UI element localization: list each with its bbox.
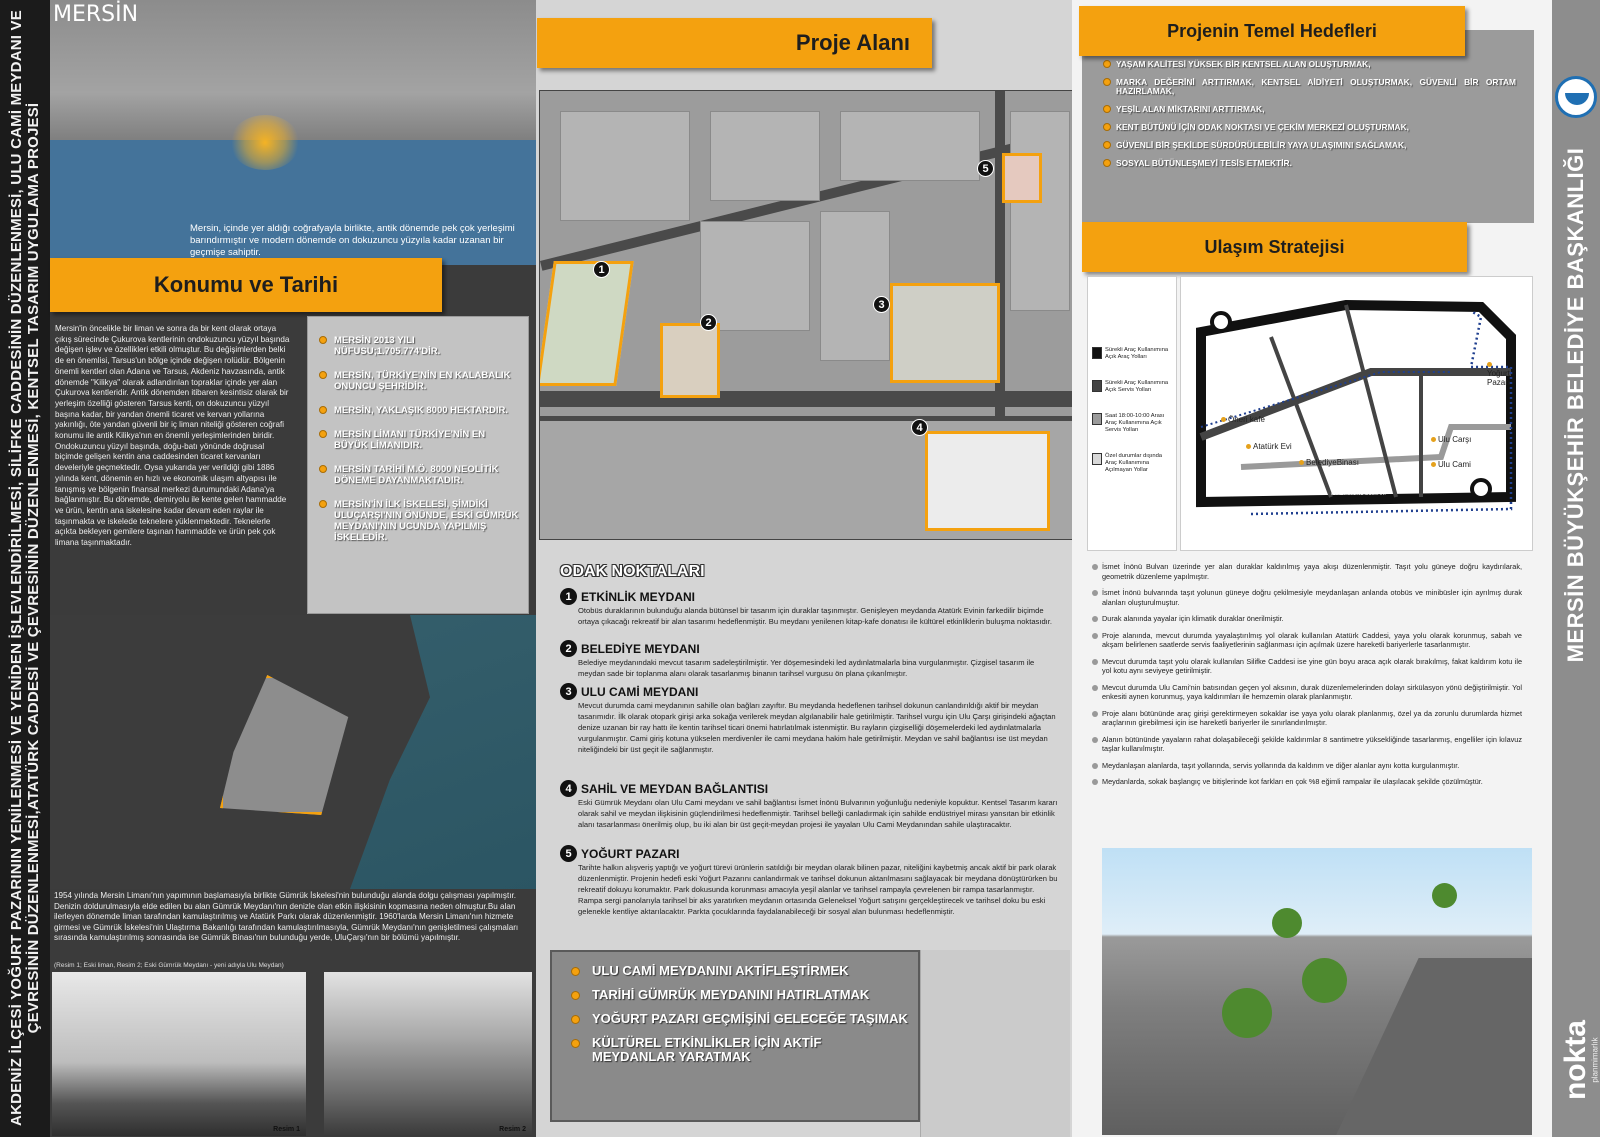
objective-item: MARKA DEĞERİNİ ARTTIRMAK, KENTSEL AİDİYETİ OLUŞTURMAK, GÜVENLİ BİR ORTAM HAZIRLAMAK, bbox=[1102, 78, 1516, 96]
objective-item: YAŞAM KALİTESİ YÜKSEK BİR KENTSEL ALAN OLUŞTURMAK, bbox=[1102, 60, 1516, 69]
bullet-icon bbox=[1103, 60, 1111, 68]
legend-item: Saat 18:00-10:00 Arası Araç Kullanımına Açık Servis Yolları bbox=[1092, 413, 1172, 434]
number-badge: 2 bbox=[560, 640, 577, 657]
bullet-icon bbox=[319, 465, 327, 473]
focus-title: SAHİL VE MEYDAN BAĞLANTISI bbox=[581, 781, 769, 796]
number-badge: 3 bbox=[560, 683, 577, 700]
fact-item: MERSİN, TÜRKİYE'NİN EN KALABALIK ONUNCU ŞEHRİDİR. bbox=[318, 370, 520, 392]
brand-logo: nokta bbox=[1559, 1020, 1592, 1101]
map-marker-2: 2 bbox=[700, 314, 717, 331]
organization-name: MERSİN BÜYÜKŞEHİR BELEDİYE BAŞKANLIĞI bbox=[1563, 147, 1588, 663]
poi-dot bbox=[1299, 460, 1304, 465]
bullet-icon bbox=[1092, 763, 1098, 769]
focus-title: ETKİNLİK MEYDANI bbox=[581, 589, 695, 604]
zone-3 bbox=[890, 283, 1000, 383]
bullet-icon bbox=[1103, 159, 1111, 167]
bullet-icon bbox=[1092, 590, 1098, 596]
photo-tag: Resim 1 bbox=[273, 1126, 300, 1133]
aerial-photo-site bbox=[50, 615, 536, 889]
label-yogurt-pazari: Yoğurt Pazarı bbox=[1487, 362, 1527, 387]
zone-2 bbox=[660, 323, 720, 398]
focus-section-3 bbox=[560, 683, 1060, 755]
strategy-item: Mevcut durumda taşıt yolu olarak kullanılan Silifke Caddesi ise yine gün boyu araca açık olarak bırakılmış, fakat kaldırım kotu ile yol kotu aynı seviyeye getirilmiştir. bbox=[1092, 657, 1522, 676]
tree bbox=[1222, 988, 1272, 1038]
poi-dot bbox=[1221, 417, 1226, 422]
city-block bbox=[820, 211, 890, 361]
focus-body: Eski Gümrük Meydanı olan Ulu Cami meydanı ve sahil bağlantısı İsmet İnönü Bulvarının yoğunluğu nedeniyle kopuktur. Kentsel Tasarım kararı olarak sahil ve meydan ilişkisinin güçlendirilmesi hedeflenmiştir. Tarihsel belleği canladırmak için sahilde endüstriyel mirası yansıtan bir etkinlik alanı tasarlanması önerilmiş olup, bu iki alan bir üst geçit-meydan projesi ile yayaları Ulu Cami Meydanından sahile ulaştıracaktır. bbox=[578, 798, 1058, 829]
label-ulu-carsi: Ulu Carşı bbox=[1431, 435, 1471, 444]
goal-item: YOĞURT PAZARI GEÇMİŞİNİ GELECEĞE TAŞIMAK bbox=[570, 1012, 908, 1026]
bullet-icon bbox=[1103, 141, 1111, 149]
label-ulu-cami: Ulu Cami bbox=[1431, 460, 1471, 469]
focus-body: Otobüs duraklarının bulunduğu alanda bütünsel bir tasarım için duraklar taşınmıştır. Genişleyen meydanda Atatürk Evinin farkedilir biçimde ortaya çıkacağı rekreatif bir alan tasarımı hedeflenmiştir. Bu meydanı yenilenen kitap-kafe donatısı ile kültürel etkinliklerin buluşma noktasıdır. bbox=[578, 606, 1053, 626]
focus-section-4 bbox=[560, 780, 1060, 830]
site-highlight bbox=[230, 115, 300, 170]
transport-title: Ulaşım Stratejisi bbox=[1082, 222, 1467, 272]
bullet-icon bbox=[319, 430, 327, 438]
city-block bbox=[1010, 111, 1070, 311]
focus-heading: ODAK NOKTALARI bbox=[560, 563, 705, 580]
tree bbox=[1272, 908, 1302, 938]
poi-dot bbox=[1487, 362, 1492, 367]
bullet-icon bbox=[1092, 659, 1098, 665]
left-title-strip bbox=[0, 0, 50, 1137]
strategy-item: Alanın bütününde yayaların rahat dolaşabileceği şekilde kaldırımlar 8 santimetre yüksekliğinde tasarlanmış, engelliler için kılavuz taşlar kullanılmıştır. bbox=[1092, 735, 1522, 754]
map-marker-1: 1 bbox=[593, 261, 610, 278]
poi-dot bbox=[1246, 444, 1251, 449]
bullet-icon bbox=[1092, 564, 1098, 570]
transport-legend bbox=[1087, 276, 1177, 551]
focus-body: Tarihte halkın alışveriş yaptığı ve yoğurt türevi ürünlerin satıldığı bir meydan olarak bilinen pazar, niteliğini kaybetmiş ancak aktif bir park olarak düzenlenmiştir. Projenin hedefi eski Yoğurt Pazarını canlandırmak ve tarihsel dokunun aktarılmasını sağlayacak bir meydana dönüştürürken bu rekreatif dokuyu korumaktır. Park dokusunda korunması amacıyla yeşil alanlar ve tarihsel rampayla çevrelenen bir rampa tasarlanmıştır. Rampa sergi panolarıyla tarihsel bir aks yaratırken meydanın ortasında Geleneksel Yoğurt satışını gerçekleştirecek ve tarihsel doku bu eski gelenekle kentliye aktarılacaktır. Parkta çocuklarında faydalanabileceği bir sosyal alan bulunması hedeflenmiştir. bbox=[578, 863, 1058, 916]
right-band bbox=[1552, 0, 1600, 1137]
konum-title: Konumu ve Tarihi bbox=[50, 258, 442, 312]
bullet-icon bbox=[571, 1039, 580, 1048]
legend-swatch bbox=[1092, 413, 1102, 425]
city-label: MERSİN bbox=[53, 2, 139, 27]
objective-item: KENT BÜTÜNÜ İÇİN ODAK NOKTASI VE ÇEKİM MERKEZİ OLUŞTURMAK, bbox=[1102, 123, 1516, 132]
bullet-icon bbox=[1092, 685, 1098, 691]
map-marker-5: 5 bbox=[977, 160, 994, 177]
facts-box bbox=[307, 316, 529, 614]
focus-body: Mevcut durumda cami meydanının sahille olan bağları zayıftır. Bu meydanda hedeflenen tarihsel dokunun canlandırıldığı aktif bir meydan tasarımıdır. İlk olarak otopark girişi arka sokağa verilerek meydan algılanabilir hale getirilmiştir. Tarihsel vurgu için Ulu Çarşı girişindeki ağaçtan denize uzanan bir ray hattı ile kentin tarihsel ticari önemi hatırlatılmak istenmiştir. Bu rayların çizgiselliği döşemelerdeki led aydınlatmalarla vurgulanmıştır. Cami giriş kotuna yükselen merdivenler ile cami meydana hakim hale getirilmiştir. Meydan ve sahil bağlantısı ise üst meydan niteliğindeki bir üst geçit ile sağlanmıştır. bbox=[578, 701, 1056, 754]
strategy-list bbox=[1092, 562, 1522, 794]
legend-swatch bbox=[1092, 347, 1102, 359]
sea-area bbox=[350, 615, 536, 889]
poi-dot bbox=[1431, 462, 1436, 467]
city-block bbox=[700, 221, 810, 331]
strategy-item: Meydanlarda, sokak başlangıç ve bitişlerinde kot farkları en çok %8 eğimli rampalar ile ulaşılacak şekilde çözülmüştür. bbox=[1092, 777, 1522, 787]
objective-item: GÜVENLİ BİR ŞEKİLDE SÜRDÜRÜLEBİLİR YAYA ULAŞIMINI SAĞLAMAK, bbox=[1102, 141, 1516, 150]
transport-map bbox=[1180, 276, 1533, 551]
bullet-icon bbox=[1103, 105, 1111, 113]
focus-title: YOĞURT PAZARI bbox=[581, 846, 680, 861]
strategy-item: Proje alanında, mevcut durumda yayalaştırılmış yol olarak kullanılan Atatürk Caddesi, yaya yolu olarak korunmuş, sabah ve akşam belirlenen saatlerde servis faaliyetlerinin sağlanması için açılmak üzere hareketli bariyerlerle tasarlanmıştır. bbox=[1092, 631, 1522, 650]
goal-item: ULU CAMİ MEYDANINI AKTİFLEŞTİRMEK bbox=[570, 964, 908, 978]
bullet-icon bbox=[1103, 78, 1111, 86]
bullet-icon bbox=[571, 967, 580, 976]
bullet-icon bbox=[1103, 123, 1111, 131]
tree bbox=[1432, 883, 1457, 908]
photo-tag: Resim 2 bbox=[499, 1126, 526, 1133]
bullet-icon bbox=[319, 406, 327, 414]
bullet-icon bbox=[1092, 633, 1098, 639]
focus-section-2 bbox=[560, 640, 1060, 679]
history-text: Mersin'in öncelikle bir liman ve sonra da bir kent olarak ortaya çıkış sürecinde Çukurova kentlerinin ondokuzuncu yüzyıl başında değişen işlev ve özellikleri etkili olmuştur. Bu değişimlerden belki de en önemlisi, Tarsus'un bölge içinde değişen rolüdür. Bölgenin önemli kentleri olan Adana ve Tarsus, Akdeniz havzasında, antik dönemde "Kilikya" olarak adlandırılan topraklar içinde yer alan Çukurova kentleridir. Antik dönemden itibaren kesintisiz olarak bir yerleşim özelliği gösteren Tarsus kenti, on dokuzuncu yüzyıl başına kadar, bir yandan önemli ticaret ve kervan yollarına yakınlığı, öte yandan güvenli bir iç liman niteliği gösteren coğrafi konumu ile antik Kilikya'nın en önemli yerleşimlerinden biridir. Ondokuzuncu yüzyıl başında, doğu-batı yönünde doğrusal biçimde gelişen kentin ana caddesinden ticaret kervanları develeriyle geçmektedir. Oysa yukarıda yer verildiği gibi 1886 yılında kent, dönemin en hızlı ve ekonomik ulaşım altyapısı ile tanışmış ve bölgenin finansal merkezi durumundaki Adana'ya bağlanmıştır. Bu dönemde, demiryolu ile kente gelen hammadde ve ürün, kentin ana iskelesine kadar devam eden raylar ile taşınmakta ve iskelede teknelere yüklenmektedir. Teknelerle açıkta bekleyen gemilere taşınan hammadde ve ürün pek çok limana taşınmaktadır. bbox=[55, 324, 290, 548]
street-render bbox=[1102, 848, 1532, 1135]
bullet-icon bbox=[1092, 616, 1098, 622]
legend-item: Özel durumlar dışında Araç Kullanımına Açılmayan Yollar bbox=[1092, 453, 1172, 474]
focus-title: ULU CAMİ MEYDANI bbox=[581, 684, 699, 699]
fact-item: MERSİN 2013 YILI NÜFUSU;1.705.774'DİR. bbox=[318, 335, 520, 357]
map-marker-3: 3 bbox=[873, 296, 890, 313]
brand-subtitle: planmimarlık bbox=[1590, 1037, 1600, 1083]
historic-photo-2 bbox=[324, 972, 532, 1136]
objectives-box bbox=[1082, 30, 1534, 223]
legend-swatch bbox=[1092, 453, 1102, 465]
strategy-item: İsmet İnönü bulvarında taşıt yolunun güneye doğru çekilmesiyle meydanlaşan anlanda otobüs ve minibüsler için ayrılmış durak alanları oluşturulmuştur. bbox=[1092, 588, 1522, 607]
strategy-item: Proje alanı bütününde araç girişi gerektirmeyen sokaklar ise yaya yolu olarak planlanmış, özel ya da zorunlu durumlarda hizmet araçlarının girebilmesi için ise hareketli bariyerler ile sınırlandırılmıştır. bbox=[1092, 709, 1522, 728]
strategy-item: Mevcut durumda Ulu Cami'nin batısından geçen yol aksının, durak düzenlemelerinden dolayı sirkülasyon yönü değiştirilmiştir. Yol enkesiti aynen korunmuş, yaya kaldırımları ile hemzemin olarak planlanmıştır. bbox=[1092, 683, 1522, 702]
number-badge: 1 bbox=[560, 588, 577, 605]
sketch-plan bbox=[920, 950, 1070, 1137]
label-bulvar: İSMET İNÖNÜ BULVARI bbox=[1331, 491, 1386, 497]
focus-body: Belediye meydanındaki mevcut tasarım sadeleştirilmiştir. Yer döşemesindeki led aydınlatmalarla bina vurgulanmıştır. Çizgisel tasarım ile meydan sade bir toplanma alanı olarak tasarlanmış binanın tarihsel vurgusu ön plana çıkarılmıştır. bbox=[578, 658, 1035, 678]
road-render bbox=[1325, 958, 1532, 1135]
number-badge: 4 bbox=[560, 780, 577, 797]
label-ataturk-evi: Atatürk Evi bbox=[1246, 442, 1292, 451]
fact-item: MERSİN TARİHİ M.Ö. 8000 NEOLİTİK DÖNEME DAYANMAKTADIR. bbox=[318, 464, 520, 486]
strategy-item: Meydanlaşan alanlarda, taşıt yollarında, servis yollarında da kaldırım ve diğer alanlar aynı kotta kurgulanmıştır. bbox=[1092, 761, 1522, 771]
focus-section-5 bbox=[560, 845, 1060, 917]
objective-item: SOSYAL BÜTÜNLEŞMEYİ TESİS ETMEKTİR. bbox=[1102, 159, 1516, 168]
zone-5 bbox=[1002, 153, 1042, 203]
legend-item: Sürekli Araç Kullanımına Açık Araç Yolları bbox=[1092, 347, 1172, 361]
fact-item: MERSİN, YAKLAŞIK 8000 HEKTARDIR. bbox=[318, 405, 520, 416]
photo-caption: (Resim 1; Eski liman, Resim 2; Eski Gümrük Meydanı - yeni adıyla Ulu Meydan) bbox=[54, 962, 284, 969]
legend-swatch bbox=[1092, 380, 1102, 392]
aerial-caption: Mersin, içinde yer aldığı coğrafyayla birlikte, antik dönemde pek çok yerleşimi barındırmıştır ve modern dönemde on dokuzuncu yüzyıla kadar uzanan bir geçmişe sahiptir. bbox=[190, 223, 515, 258]
objectives-title: Projenin Temel Hedefleri bbox=[1079, 6, 1465, 56]
historic-photo-1 bbox=[52, 972, 306, 1136]
poi-dot bbox=[1431, 437, 1436, 442]
zone-4 bbox=[925, 431, 1050, 531]
map-marker-4: 4 bbox=[911, 419, 928, 436]
bullet-icon bbox=[571, 991, 580, 1000]
transport-map-drawing bbox=[1181, 277, 1533, 551]
bullet-icon bbox=[319, 371, 327, 379]
tree bbox=[1302, 958, 1347, 1003]
goal-item: KÜLTÜREL ETKİNLİKLER İÇİN AKTİF MEYDANLAR YARATMAK bbox=[570, 1036, 908, 1064]
label-belediye: BelediyeBinası bbox=[1299, 458, 1359, 467]
focus-title: BELEDİYE MEYDANI bbox=[581, 641, 700, 656]
bullet-icon bbox=[571, 1015, 580, 1024]
objective-item: YEŞİL ALAN MİKTARINI ARTTIRMAK, bbox=[1102, 105, 1516, 114]
number-badge: 5 bbox=[560, 845, 577, 862]
legend-item: Sürekli Araç Kullanımına Açık Servis Yolları bbox=[1092, 380, 1172, 394]
bullet-icon bbox=[1092, 711, 1098, 717]
goal-item: TARİHİ GÜMRÜK MEYDANINI HATIRLATMAK bbox=[570, 988, 908, 1002]
site-outline bbox=[220, 675, 355, 815]
fact-item: MERSİN LİMANI TÜRKİYE'NİN EN BÜYÜK LİMANIDIR. bbox=[318, 429, 520, 451]
focus-section-1 bbox=[560, 588, 1060, 627]
strategy-item: İsmet İnönü Bulvarı üzerinde yer alan duraklar kaldırılmış yaya akışı düzenlenmiştir. Taşıt yolu güneye doğru kaydırılarak, geometrik düzenleme yapılmıştır. bbox=[1092, 562, 1522, 581]
history-text-2: 1954 yılında Mersin Limanı'nın yapımının başlamasıyla birlikte Gümrük İskelesi'nin bulunduğu alanda dolgu çalışması yapılmıştır. Denizin doldurulmasıyla elde edilen bu alan Gümrük Meydanı'nın denizle olan etkin ilişkisinin kopmasına neden olmuştur.Bu alan ilerleyen dönemde liman tarafından kamulaştırılmış ve Atatürk Parkı olarak düzenlenmiştir. 1960'larda Mersin Limanı'nın hizmete girmesi ve Gümrük İskelesi'nin Ulaştırma Bakanlığı tarafından kamulaştırılmasıyla, Gümrük Meydanı'nın genişletilmesi çalışmaları sırasında kamulaştırılmış sonrasında ise Gümrük Binası'nın bulunduğu yerde, UluÇarşı'nın bir bölümü yapılmıştır. bbox=[54, 891, 519, 942]
vertical-project-title: AKDENİZ İLÇESİ YOĞURT PAZARININ YENİLENMESİ VE YENİDEN İŞLEVLENDİRİLMESİ, SİLİFKE CADDESİNİN DÜZENLENMESİ, ULU CAMİ MEYDANI VE ÇEVRESİNİN DÜZENLENMESİ,ATATÜRK CADDESİ VE ÇEVRESİNİN DÜZENLENMESİ, KENTSEL TASARIM UYGULAMA PROJESİ bbox=[8, 10, 42, 1126]
city-block bbox=[710, 111, 820, 201]
fact-item: MERSİN'İN İLK İSKELESİ, ŞİMDİKİ ULUÇARŞI'NIN ÖNÜNDE, ESKİ GÜMRÜK MEYDANI'NIN UCUNDA YAPILMIŞ İSKELEDİR. bbox=[318, 499, 520, 543]
bullet-icon bbox=[319, 500, 327, 508]
label-oneri-kafe: Öneri kafe bbox=[1221, 415, 1265, 424]
city-block bbox=[840, 111, 980, 181]
bullet-icon bbox=[1092, 737, 1098, 743]
zone-1 bbox=[539, 261, 634, 386]
site-plan-map bbox=[539, 90, 1073, 540]
road bbox=[540, 391, 1073, 407]
strategy-item: Durak alanında yayalar için klimatik duraklar önerilmiştir. bbox=[1092, 614, 1522, 624]
bullet-icon bbox=[319, 336, 327, 344]
city-block bbox=[560, 111, 690, 221]
bullet-icon bbox=[1092, 779, 1098, 785]
proje-title: Proje Alanı bbox=[537, 18, 932, 68]
goals-box bbox=[550, 950, 920, 1122]
